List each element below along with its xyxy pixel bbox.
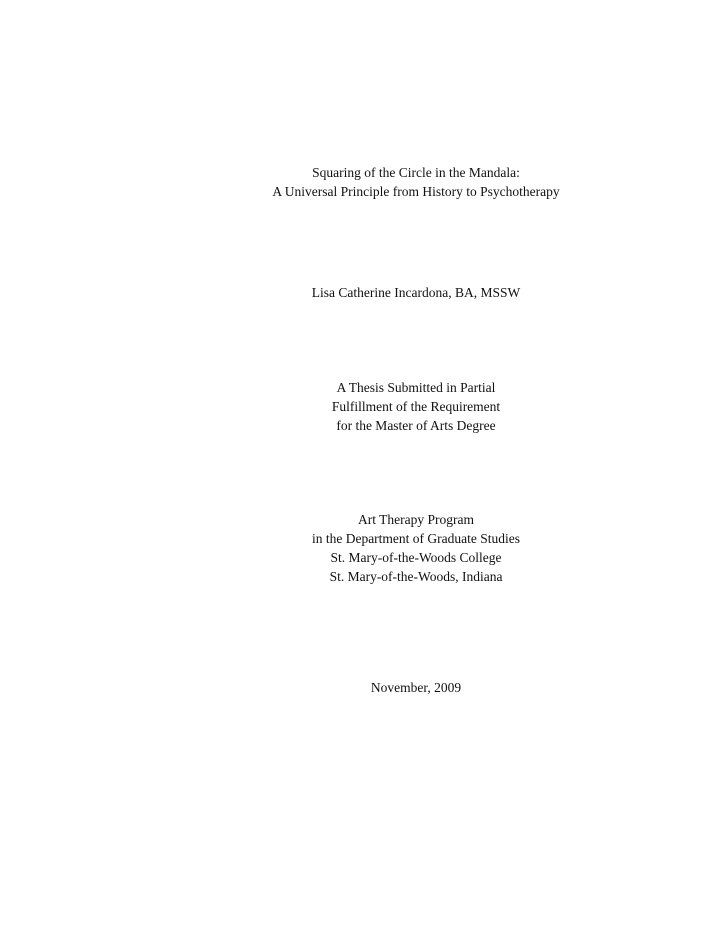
program-line-4: St. Mary-of-the-Woods, Indiana <box>329 569 503 584</box>
thesis-statement-line-3: for the Master of Arts Degree <box>336 418 496 433</box>
date-block <box>0 678 728 697</box>
program-block <box>0 510 728 586</box>
thesis-statement-line-2: Fulfillment of the Requirement <box>331 399 501 414</box>
author-name: Lisa Catherine Incardona, BA, MSSW <box>311 285 521 300</box>
thesis-statement <box>0 378 728 435</box>
program-line-3: St. Mary-of-the-Woods College <box>330 550 502 565</box>
author-block <box>0 283 728 302</box>
thesis-statement-line-1: A Thesis Submitted in Partial <box>336 380 496 395</box>
title-line-1: Squaring of the Circle in the Mandala: <box>312 165 520 180</box>
program-line-1: Art Therapy Program <box>358 512 474 527</box>
program-line-2: in the Department of Graduate Studies <box>311 531 521 546</box>
title-line-2: A Universal Principle from History to Psychotherapy <box>272 184 560 199</box>
thesis-title <box>0 163 728 201</box>
submission-date: November, 2009 <box>370 680 462 695</box>
